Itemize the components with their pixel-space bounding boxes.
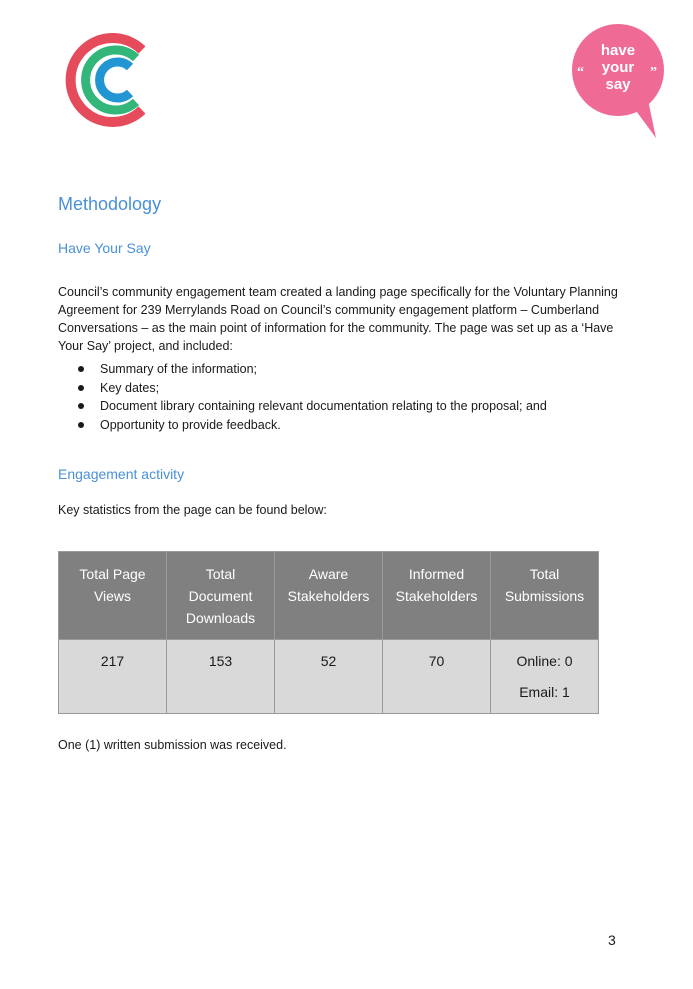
header-informed-stakeholders: Informed Stakeholders xyxy=(383,552,491,640)
statistics-table xyxy=(58,551,599,714)
submissions-email: Email: 1 xyxy=(519,684,570,700)
submissions-online: Online: 0 xyxy=(516,653,573,669)
have-your-say-wordmark: have your say xyxy=(600,42,636,93)
included-list xyxy=(58,360,618,434)
table-row xyxy=(59,640,599,714)
header-total-document-downloads: Total Document Downloads xyxy=(167,552,275,640)
engagement-activity-heading: Engagement activity xyxy=(58,466,185,482)
table-header-row xyxy=(59,552,599,640)
header-aware-stakeholders: Aware Stakeholders xyxy=(275,552,383,640)
engagement-intro: Key statistics from the page can be found below: xyxy=(58,503,327,517)
cell-total-submissions xyxy=(491,640,599,714)
list-item: Key dates; xyxy=(58,379,618,398)
cell-aware-stakeholders: 52 xyxy=(275,640,383,714)
page-number: 3 xyxy=(608,932,616,948)
council-c-logo xyxy=(62,30,154,130)
list-item: Document library containing relevant documentation relating to the proposal; and xyxy=(58,397,618,416)
cell-document-downloads: 153 xyxy=(167,640,275,714)
closing-statement: One (1) written submission was received. xyxy=(58,738,287,752)
list-item: Summary of the information; xyxy=(58,360,618,379)
have-your-say-paragraph: Council’s community engagement team created a landing page specifically for the Voluntary Planning Agreement for 239 Merrylands Road on Council’s community engagement platform – Cumberland Conversations – as the main point of information for the community. The page was set up as a ‘Have Your Say’ project, and included: xyxy=(58,285,618,353)
close-quote-icon: ” xyxy=(650,65,657,80)
header-total-submissions: Total Submissions xyxy=(491,552,599,640)
cell-informed-stakeholders: 70 xyxy=(383,640,491,714)
list-item: Opportunity to provide feedback. xyxy=(58,416,618,435)
header-total-page-views: Total Page Views xyxy=(59,552,167,640)
section-heading: Methodology xyxy=(58,194,162,214)
cell-page-views: 217 xyxy=(59,640,167,714)
open-quote-icon: “ xyxy=(577,65,584,80)
have-your-say-heading: Have Your Say xyxy=(58,240,151,256)
logo-arc-blue xyxy=(100,62,130,98)
